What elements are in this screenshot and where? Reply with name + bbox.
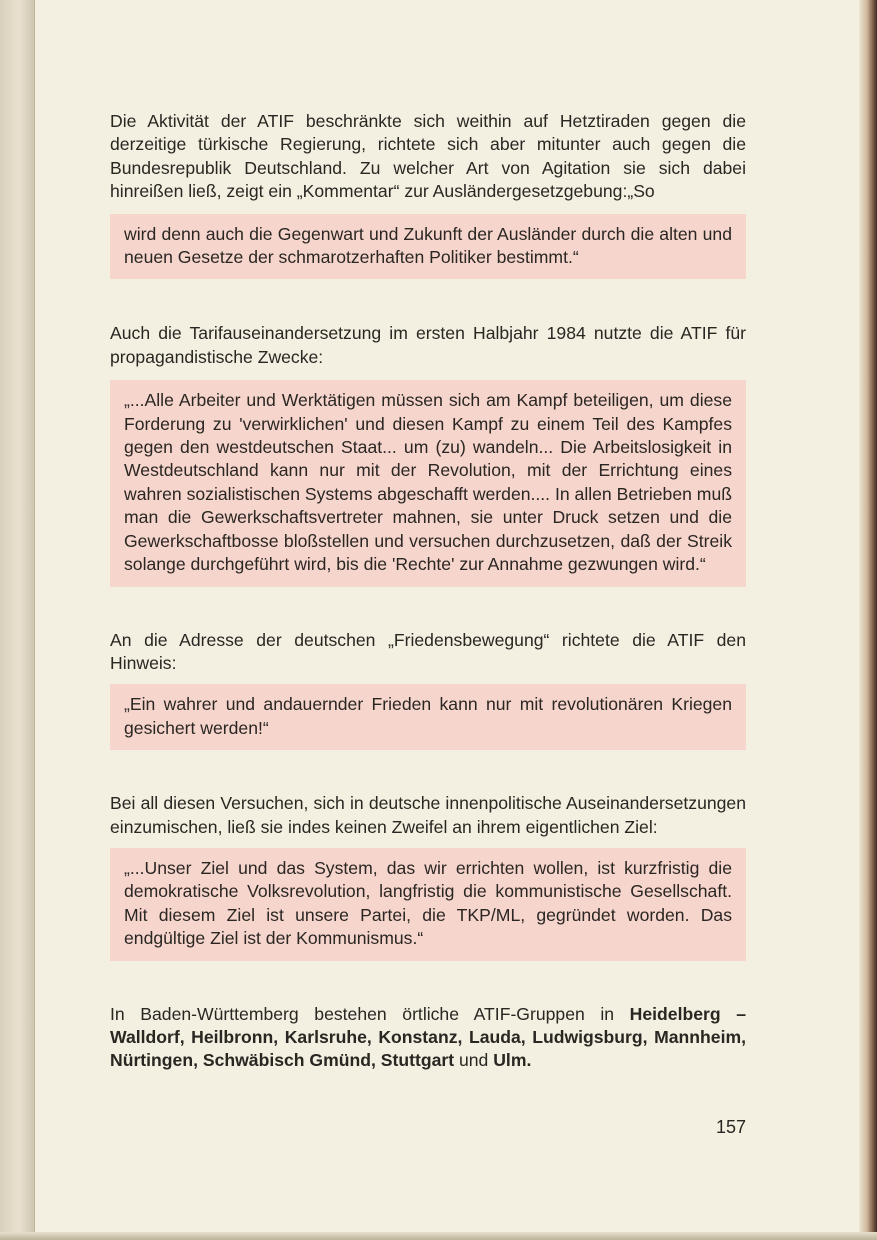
page-number: 157: [715, 1117, 746, 1137]
closing-connector: und: [454, 1050, 494, 1071]
quote-1-box: [110, 214, 746, 280]
quote-2-box: [110, 380, 746, 586]
paragraph-2-intro: Auch die Tarifauseinandersetzung im ersten Halbjahr 1984 nutzte die ATIF für propagandistische Zwecke:: [110, 323, 746, 367]
closing-prefix: In Baden-Württemberg bestehen örtliche ATIF-Gruppen in: [110, 1003, 630, 1024]
book-gutter-left: [0, 0, 35, 1240]
quote-2-text: „...Alle Arbeiter und Werktätigen müssen sich am Kampf beteiligen, um diese Forderung zu 'verwirklichen' und diesen Kampf zu einem Teil des Kampfes gegen den westdeutschen Staat... um (zu) wandeln... Die Arbeitslosigkeit in Westdeutschland kann nur mit der Revolution, mit der Errichtung eines wahren sozialistischen Systems abgeschafft werden.... In allen Betrieben muß man die Gewerkschaftsvertreter mahnen, sie unter Druck setzen und die Gewerkschaftbosse bloßstellen und versuchen durchzusetzen, daß der Streik solange durchgeführt wird, bis die 'Rechte' zur Annahme gezwungen wird.“: [124, 390, 732, 575]
paragraph-3-intro: An die Adresse der deutschen „Friedensbewegung“ richtete die ATIF den Hinweis:: [110, 629, 746, 673]
paragraph-4-intro: Bei all diesen Versuchen, sich in deutsche innenpolitische Auseinandersetzungen einzumischen, ließ sie indes keinen Zweifel an ihrem eigentlichen Ziel:: [110, 793, 746, 837]
quote-4-box: [110, 848, 746, 961]
paragraph-1-intro: Die Aktivität der ATIF beschränkte sich weithin auf Hetztiraden gegen die derzeitige türkische Regierung, richtete sich aber mitunter auch gegen die Bundesrepublik Deutschland. Zu welcher Art von Agitation sie sich dabei hinreißen ließ, zeigt ein „Kommentar“ zur Ausländergesetzgebung:„So: [110, 111, 746, 202]
closing-cities: Heidelberg – Walldorf, Heilbronn, Karlsruhe, Konstanz, Lauda, Ludwigsburg, Mannheim, Nürtingen, Schwäbisch Gmünd, Stuttgart: [110, 1003, 746, 1071]
book-page-edge-right: [859, 0, 877, 1240]
closing-last-city: Ulm.: [493, 1050, 532, 1071]
page-content: [110, 110, 746, 1073]
quote-4-text: „...Unser Ziel und das System, das wir errichten wollen, ist kurzfristig die demokratische Volksrevolution, langfristig die kommunistische Gesellschaft. Mit diesem Ziel ist unsere Partei, die TKP/ML, gegründet worden. Das endgültige Ziel ist der Kommunismus.“: [124, 857, 732, 949]
quote-1-text: wird denn auch die Gegenwart und Zukunft der Ausländer durch die alten und neuen Gesetze der schmarotzerhaften Politiker bestimmt.“: [124, 223, 732, 268]
closing-paragraph: [110, 1003, 746, 1073]
book-page-edge-bottom: [0, 1232, 877, 1240]
quote-3-box: [110, 684, 746, 750]
quote-3-text: „Ein wahrer und andauernder Frieden kann nur mit revolutionären Kriegen gesichert werden!“: [124, 694, 732, 738]
